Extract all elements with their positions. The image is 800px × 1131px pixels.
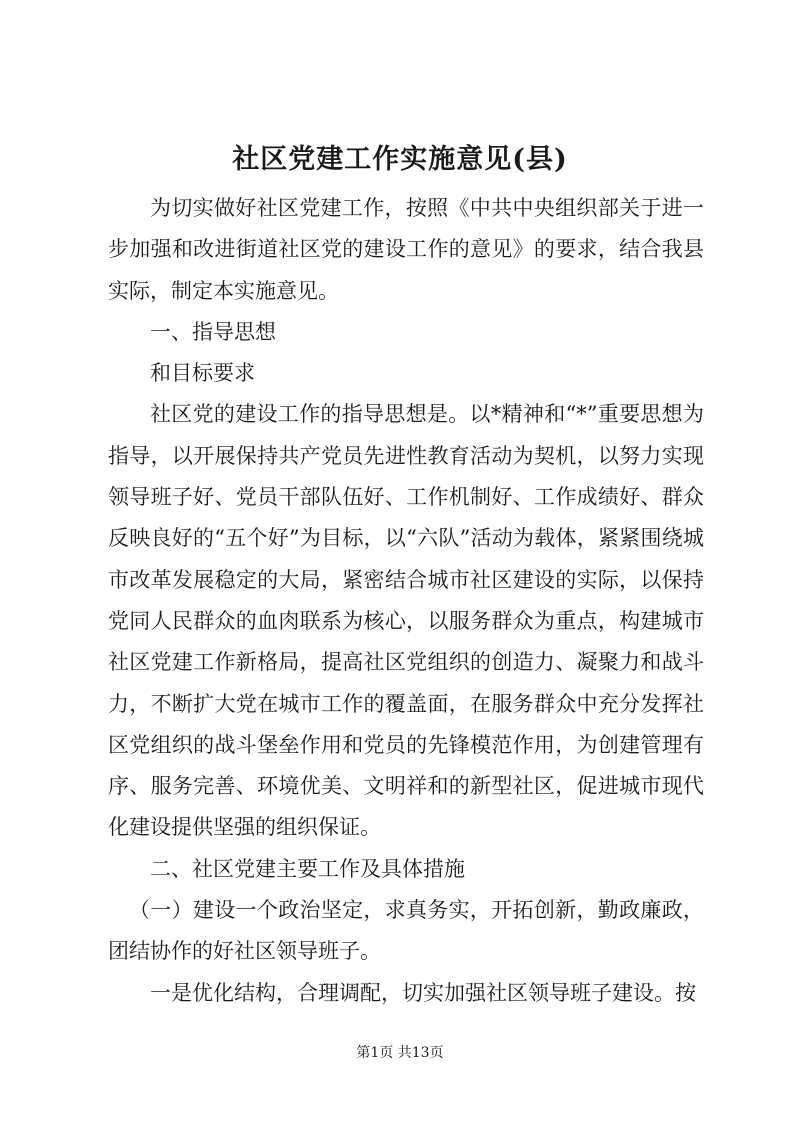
document-title: 社区党建工作实施意见(县) [232, 144, 568, 175]
heading-guiding-thought: 一、指导思想 [150, 319, 276, 344]
heading-main-work: 二、社区党建主要工作及具体措施 [150, 856, 465, 881]
paragraph-leadership: （一）建设一个政治坚定，求真务实，开拓创新，勤政廉政，团结协作的好社区领导班子。 [108, 898, 704, 964]
page-footer: 第1页 共13页 [356, 1045, 444, 1061]
paragraph-structure: 一是优化结构，合理调配，切实加强社区领导班子建设。按 [150, 980, 696, 1005]
heading-goals: 和目标要求 [150, 361, 255, 386]
paragraph-intro: 为切实做好社区党建工作，按照《中共中央组织部关于进一步加强和改进街道社区党的建设工作的意见》的要求，结合我县实际，制定本实施意见。 [108, 196, 704, 303]
paragraph-guiding-thought: 社区党的建设工作的指导思想是。以*精神和“*”重要思想为指导，以开展保持共产党员先进性教育活动为契机，以努力实现领导班子好、党员干部队伍好、工作机制好、工作成绩好、群众反映良好的“五个好”为目标，以“六队”活动为载体，紧紧围绕城市改革发展稳定的大局，紧密结合城市社区建设的实际，以保持党同人民群众的血肉联系为核心，以服务群众为重点，构建城市社区党建工作新格局，提高社区党组织的创造力、凝聚力和战斗力，不断扩大党在城市工作的覆盖面，在服务群众中充分发挥社区党组织的战斗堡垒作用和党员的先锋模范作用，为创建管理有序、服务完善、环境优美、文明祥和的新型社区，促进城市现代化建设提供坚强的组织保证。 [108, 402, 704, 840]
document-body [108, 188, 704, 1014]
